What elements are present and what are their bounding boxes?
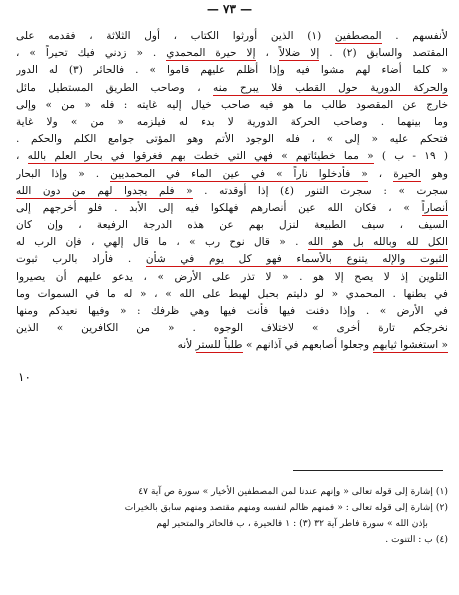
- text-segment: . « وإذا البحار: [16, 167, 111, 180]
- underlined-phrase: والحركة الدورية حول القطب فلا يبرح منه: [213, 81, 448, 94]
- underlined-phrase: « استغشوا ثيابهم: [372, 339, 448, 352]
- margin-line-number: ١٠: [18, 370, 31, 384]
- text-segment: ،: [16, 150, 28, 163]
- page-number: — ٧٣ —: [206, 2, 253, 16]
- footnote: (٢) إشارة إلى قوله تعالى : « فمنهم ظالم لنفسه ومنهم مقتصد ومنهم سابق بالخيرات: [124, 502, 448, 513]
- text-segment: ،: [255, 47, 279, 60]
- text-line: [16, 148, 448, 165]
- text-segment: « كلما أضاء لهم مشوا فيه وإذا أظلم عليهم قاموا » . فالحائر (٣) له الدور: [16, 64, 448, 77]
- text-segment: وجعلوا أصابعهم في آذانهم »: [242, 339, 373, 352]
- text-line: [16, 80, 448, 97]
- text-line: [16, 183, 448, 200]
- footnote-separator: [293, 470, 443, 471]
- underlined-phrase: « فلم يجدوا لهم من دون الله: [16, 184, 193, 197]
- text-segment: . « قال نوح رب » ، ما قال إلهي ، فإن الرب له: [16, 236, 308, 249]
- footnote: (١) إشارة إلى قوله تعالى « وإنهم عندنا لمن المصطفين الأخيار » سورة ص آية ٤٧: [138, 486, 448, 497]
- text-line: [16, 251, 448, 268]
- text-segment: السيف ، سيف الطبيعة لنزل بهم عن هذه الدرجة الرفيعة ، وإن كان: [16, 219, 448, 232]
- text-segment: خارج عن المقصود طالب ما هو فيه صاحب خيال إليه غايته : فله « من » وإلى: [16, 98, 448, 111]
- text-segment: لأنفسهم .: [381, 30, 448, 42]
- text-line: [16, 131, 448, 148]
- text-segment: سجرت » : سجرت التنور (٤) إذا أوقدته .: [192, 184, 448, 197]
- text-line: [16, 114, 448, 131]
- text-line: [16, 217, 448, 234]
- text-segment: ( ١٩ - ب ): [373, 150, 448, 163]
- text-line: [16, 269, 448, 286]
- underlined-phrase: إلا حيرة المحمدي: [166, 47, 256, 60]
- text-line: [16, 303, 448, 320]
- underlined-phrase: طلباً للستر: [195, 339, 243, 352]
- text-line: [16, 166, 448, 183]
- text-segment: في بطنها . المحمدي « لو دليتم بحبل لهبط على الله » ، « له ما في السموات وما: [16, 287, 448, 300]
- footnote: بإذن الله » سورة فاطر آية ٣٢ (٣) : ١ فالحيرة ، ب فالحائر والمتحير لهم: [156, 518, 428, 529]
- text-segment: . فأراد بالرب ثبوت: [16, 253, 146, 266]
- text-line: [16, 62, 448, 79]
- underlined-phrase: الحيرة: [393, 167, 421, 180]
- underlined-phrase: إلا ضلالاً: [278, 47, 320, 60]
- text-segment: وما بينهما . وصاحب الحركة الدورية لا بدء له فيلزمه « من » ولا غاية: [16, 115, 448, 128]
- text-line: [16, 286, 448, 303]
- underlined-phrase: الكل لله وبالله بل هو الله: [307, 236, 448, 249]
- text-segment: في الأرض » . وإذا دفنت فيها فأنت فيها وهي ظرفك : « وفيها نعيدكم ومنها: [16, 305, 448, 317]
- text-segment: نخرجكم تارة أخرى » لاختلاف الوجوه . « من الكافرين » الذين: [16, 322, 448, 335]
- text-line: [16, 200, 448, 217]
- text-segment: ،: [367, 167, 394, 180]
- underlined-phrase: المصطفين: [334, 30, 382, 42]
- text-line: [16, 337, 448, 354]
- text-segment: فتحكم عليه « إلى » ، فله الوجود الأتم وهو المؤتى جوامع الكلم والحكم .: [16, 133, 448, 146]
- underlined-phrase: « فأدخلوا ناراً » في عين الماء في المحمديين: [110, 167, 368, 180]
- text-segment: ، وصاحب الطريق المستطيل مائل: [16, 81, 214, 94]
- text-segment: وهو: [420, 167, 448, 180]
- text-segment: » ، فكان الله عين أنصارهم فهلكوا فيه إلى الأبد . فلو أخرجهم إلى: [16, 201, 422, 214]
- text-line: [16, 234, 448, 251]
- main-text-body: [16, 28, 448, 355]
- underlined-phrase: الثبوت والإله يتنوع بالأسماء فهو كل يوم في شأن: [145, 253, 448, 266]
- text-segment: المقتصد والسابق (٢) .: [319, 47, 448, 60]
- text-segment: لأنه: [177, 339, 196, 352]
- underlined-phrase: أنصاراً: [421, 201, 448, 214]
- text-line: [16, 28, 448, 45]
- footnote: (٤) ب : التنوت .: [385, 534, 448, 545]
- underlined-phrase: « مما خطيئاتهم » فهي التي خطت بهم فغرقوا في بحار العلم بالله: [27, 150, 374, 163]
- text-segment: (١) الذين أورثوا الكتاب ، أول الثلاثة ، فقدمه على: [16, 30, 335, 42]
- text-line: [16, 320, 448, 337]
- text-segment: . « زدني فيك تحيراً » ،: [16, 47, 167, 60]
- footnotes-section: [16, 484, 448, 548]
- text-line: [16, 45, 448, 62]
- text-segment: التلوين إذ لا يصح إلا هو . « لا تذر على الأرض » ، يدعو عليهم أن يصيروا: [16, 270, 448, 283]
- text-line: [16, 97, 448, 114]
